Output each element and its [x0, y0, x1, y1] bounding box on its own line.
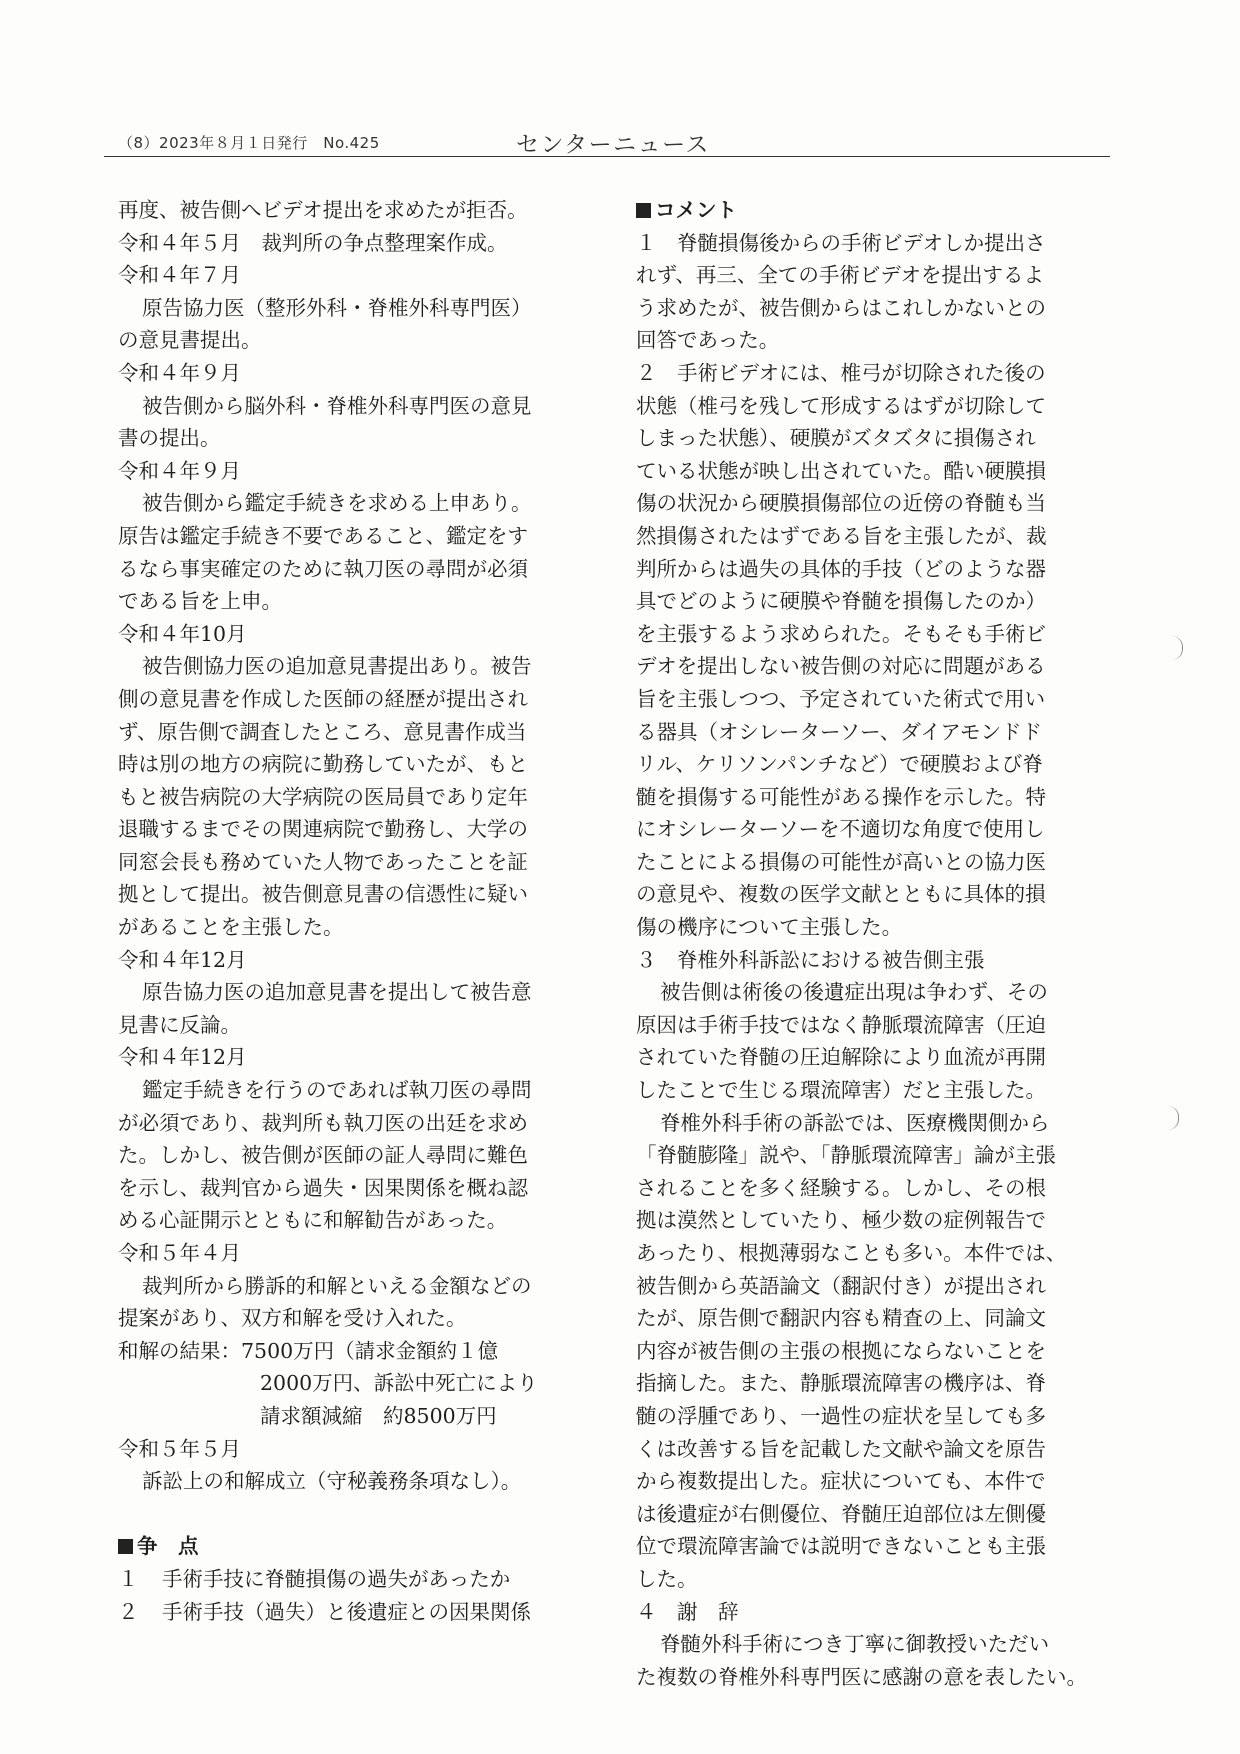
text-line: 脊椎外科手術の訴訟では、医療機関側から: [660, 1110, 1050, 1135]
text-line: 再度、被告側へビデオ提出を求めたが拒否。: [118, 198, 528, 222]
text-line: 状態（椎弓を残して形成するはずが切除して: [636, 393, 1046, 418]
issue-number: １: [118, 1566, 139, 1591]
text-line: の意見や、複数の医学文献とともに具体的損: [636, 882, 1046, 907]
text-line: ３ 脊椎外科訴訟における被告側主張: [636, 947, 985, 972]
text-line: 側の意見書を作成した医師の経歴が提出され: [118, 686, 528, 711]
text-line: 原告協力医の追加意見書を提出して被告意: [142, 980, 532, 1005]
text-line: 指摘した。また、静脈環流障害の機序は、脊: [636, 1371, 1046, 1396]
text-line: う求めたが、被告側からはこれしかないとの: [636, 295, 1046, 320]
text-line: 旨を主張しつつ、予定されていた術式で用い: [636, 686, 1046, 711]
text-line: くは改善する旨を記載した文献や論文を原告: [636, 1436, 1046, 1461]
text-line: 然損傷されたはずである旨を主張したが、裁: [636, 523, 1047, 548]
text-line: める心証開示とともに和解勧告があった。: [118, 1208, 508, 1233]
text-line: は後遺症が右側優位、脊髄圧迫部位は左側優: [636, 1501, 1046, 1526]
text-line: 拠は漠然としていたり、極少数の症例報告で: [636, 1208, 1046, 1233]
text-line: 傷の機序について主張した。: [636, 915, 903, 940]
text-line: １ 脊髄損傷後からの手術ビデオしか提出さ: [636, 230, 1046, 255]
text-line: 位で環流障害論では説明できないことも主張: [636, 1534, 1046, 1559]
text-line: 令和５年４月: [118, 1241, 241, 1265]
text-line: た。しかし、被告側が医師の証人尋問に難色: [118, 1143, 528, 1168]
text-line: 被告側から英語論文（翻訳付き）が提出され: [636, 1273, 1046, 1298]
left-column: [118, 194, 598, 1628]
text-line: 見書に反論。: [118, 1012, 241, 1037]
issue-info: （8）2023年８月１日発行 No.425: [118, 134, 380, 152]
text-line: 同窓会長も務めていた人物であったことを証: [118, 849, 528, 874]
text-line: 鑑定手続きを行うのであれば執刀医の尋問: [142, 1078, 532, 1103]
text-line: 原因は手術手技ではなく静脈環流障害（圧迫: [636, 1012, 1046, 1037]
text-line: 請求額減縮 約8500万円: [260, 1403, 497, 1428]
text-line: 被告側から鑑定手続きを求める上申あり。: [142, 491, 532, 516]
text-line: 令和５年５月: [118, 1436, 241, 1461]
text-line: の意見書提出。: [118, 328, 262, 353]
text-line: る器具（オシレーターソー、ダイアモンドド: [636, 719, 1043, 744]
text-line: あったり、根拠薄弱なことも多い。本件では、: [636, 1241, 1067, 1265]
header-rule: [104, 156, 1110, 157]
text-line: もと被告病院の大学病院の医局員であり定年: [118, 784, 528, 809]
text-line: 被告側から脳外科・脊椎外科専門医の意見: [142, 393, 532, 418]
text-line: 「脊髄膨隆」説や、「静脈環流障害」論が主張: [636, 1143, 1056, 1168]
text-line: 提案があり、双方和解を受け入れた。: [118, 1306, 467, 1331]
text-line: 具でどのように硬膜や脊髄を損傷したのか）: [636, 589, 1046, 614]
text-line: たが、原告側で翻訳内容も精査の上、同論文: [636, 1306, 1046, 1331]
text-line: を主張するよう求められた。そもそも手術ビ: [636, 621, 1046, 646]
text-line: 令和４年９月: [118, 360, 241, 385]
text-line: されることを多く経験する。しかし、その根: [636, 1175, 1046, 1200]
square-bullet-icon: [118, 1539, 133, 1554]
text-line: 時は別の地方の病院に勤務していたが、もと: [118, 752, 528, 777]
comment-heading: [636, 194, 1106, 227]
text-line: たことによる損傷の可能性が高いとの協力医: [636, 849, 1046, 874]
text-line: 訴訟上の和解成立（守秘義務条項なし）。: [142, 1469, 522, 1494]
text-line: を示し、裁判官から過失・因果関係を概ね認: [118, 1175, 528, 1200]
comment-heading-text: コメント: [655, 198, 737, 222]
page-header: [104, 126, 1110, 156]
issue-text: 手術手技（過失）と後遺症との因果関係: [162, 1599, 531, 1624]
right-column-body: [636, 227, 1106, 1694]
text-line: である旨を上申。: [118, 589, 282, 614]
square-bullet-icon: [636, 203, 651, 218]
text-line: ４ 謝 辞: [636, 1599, 739, 1624]
text-line: しまった状態）、硬膜がズタズタに損傷され: [636, 426, 1036, 451]
text-line: 令和４年７月: [118, 263, 241, 288]
issue-item: [118, 1563, 598, 1596]
text-line: ている状態が映し出されていた。酷い硬膜損: [636, 458, 1046, 483]
text-line: 令和４年12月: [118, 1045, 247, 1070]
text-line: したことで生じる環流障害）だと主張した。: [636, 1078, 1046, 1103]
spacer: [118, 1498, 598, 1531]
left-column-body: [118, 194, 598, 1498]
text-line: 令和４年９月: [118, 458, 241, 483]
text-line: 和解の結果：7500万円（請求金額約１億: [118, 1338, 499, 1363]
right-column: [636, 194, 1106, 1693]
text-line: ず、原告側で調査したところ、意見書作成当: [118, 719, 527, 744]
text-line: 拠として提出。被告側意見書の信憑性に疑い: [118, 882, 528, 907]
scan-mark: [1172, 636, 1183, 660]
text-line: 内容が被告側の主張の根拠にならないことを: [636, 1338, 1046, 1363]
text-line: が必須であり、裁判所も執刀医の出廷を求め: [118, 1110, 528, 1135]
issue-item: [118, 1596, 598, 1629]
text-line: るなら事実確定のために執刀医の尋問が必須: [118, 556, 528, 581]
text-line: 原告は鑑定手続き不要であること、鑑定をす: [118, 523, 528, 548]
text-line: 回答であった。: [636, 328, 780, 353]
text-line: 髄の浮腫であり、一過性の症状を呈しても多: [636, 1403, 1046, 1428]
text-line: 被告側は術後の後遺症出現は争わず、その: [660, 980, 1048, 1005]
text-line: れず、再三、全ての手術ビデオを提出するよ: [636, 263, 1044, 288]
text-line: した。: [636, 1566, 698, 1591]
text-line: があることを主張した。: [118, 915, 344, 940]
issues-heading-text: 争 点: [137, 1534, 199, 1559]
text-line: 令和４年５月 裁判所の争点整理案作成。: [118, 230, 508, 255]
text-line: た複数の脊椎外科専門医に感謝の意を表したい。: [636, 1664, 1087, 1689]
text-line: ２ 手術ビデオには、椎弓が切除された後の: [636, 360, 1046, 385]
text-line: 被告側協力医の追加意見書提出あり。被告: [142, 654, 532, 679]
text-line: 裁判所から勝訴的和解といえる金額などの: [142, 1273, 532, 1298]
issue-number: ２: [118, 1599, 139, 1624]
text-line: から複数提出した。症状についても、本件で: [636, 1469, 1046, 1494]
text-line: 退職するまでその関連病院で勤務し、大学の: [118, 817, 528, 842]
text-line: 傷の状況から硬膜損傷部位の近傍の脊髄も当: [636, 491, 1046, 516]
text-line: 2000万円、訴訟中死亡により: [260, 1371, 538, 1396]
text-line: デオを提出しない被告側の対応に問題がある: [636, 654, 1046, 679]
publication-title: センターニュース: [516, 132, 710, 158]
text-line: 原告協力医（整形外科・脊椎外科専門医）: [142, 295, 532, 320]
text-line: 令和４年12月: [118, 947, 247, 972]
issues-list: [118, 1563, 598, 1628]
text-line: 令和４年10月: [118, 621, 247, 646]
scan-mark: [1168, 1106, 1179, 1130]
text-line: されていた脊髄の圧迫解除により血流が再開: [636, 1045, 1046, 1070]
text-line: 判所からは過失の具体的手技（どのような器: [636, 556, 1046, 581]
text-line: 髄を損傷する可能性がある操作を示した。特: [636, 784, 1046, 809]
issues-heading: [118, 1530, 598, 1563]
text-line: にオシレーターソーを不適切な角度で使用し: [636, 817, 1045, 842]
text-line: 書の提出。: [118, 426, 221, 451]
text-line: リル、ケリソンパンチなど）で硬膜および脊: [636, 752, 1043, 777]
issue-text: 手術手技に脊髄損傷の過失があったか: [162, 1566, 511, 1591]
text-line: 脊髄外科手術につき丁寧に御教授いただい: [660, 1632, 1050, 1657]
